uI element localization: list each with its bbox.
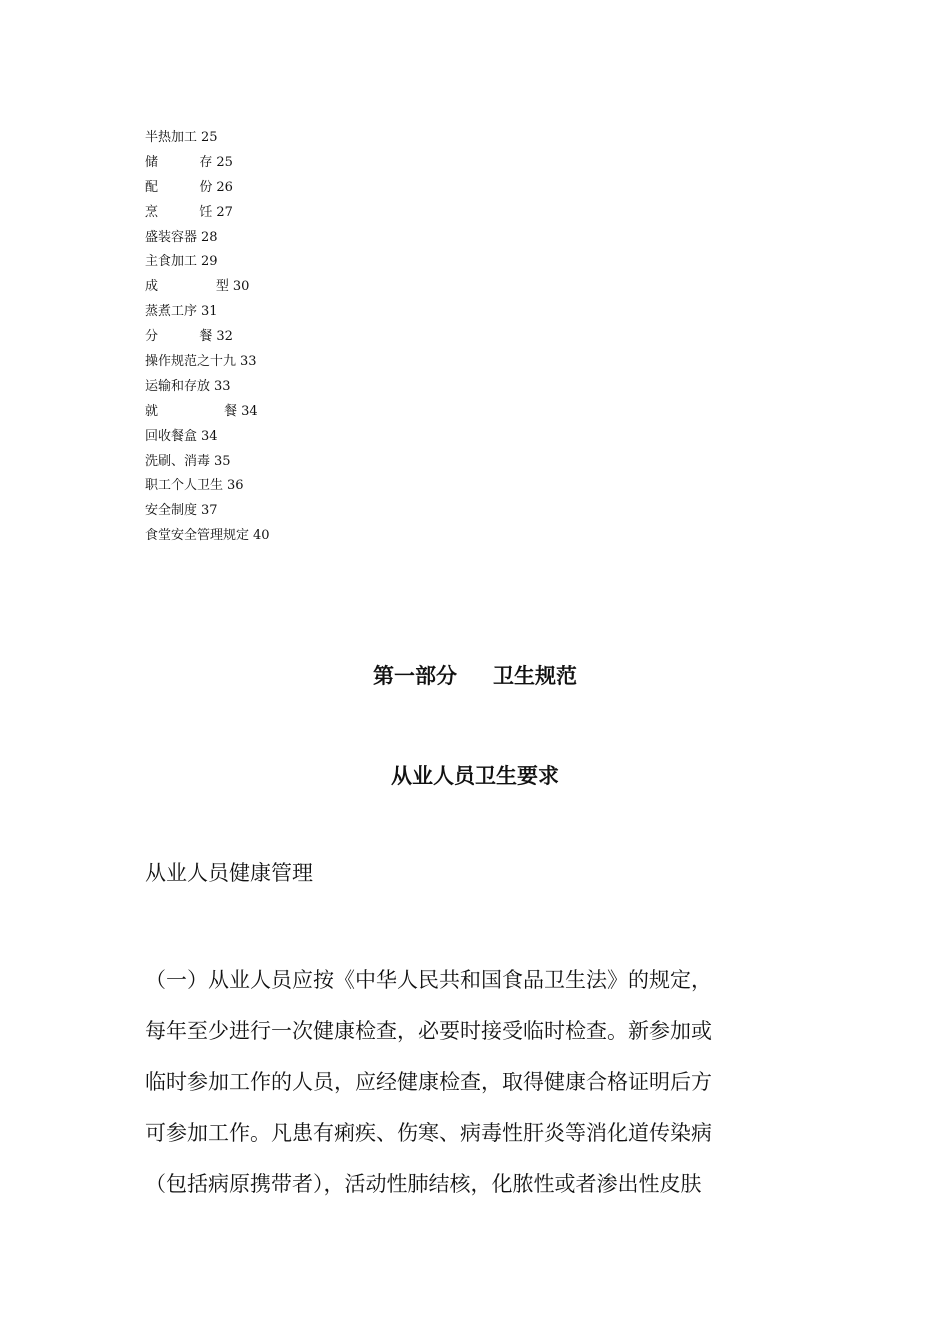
paragraph-line: 临时参加工作的人员，应经健康检查，取得健康合格证明后方 (145, 1070, 712, 1094)
toc-entry-label: 蒸煮工序 (145, 304, 198, 320)
toc-entry[interactable] (145, 474, 270, 499)
toc-entry-label: 洗刷、消毒 (145, 453, 211, 469)
toc-entry-page: 35 (214, 453, 231, 469)
section-heading: 从业人员卫生要求 (391, 764, 559, 788)
paragraph-line: （包括病原携带者），活动性肺结核，化脓性或者渗出性皮肤 (145, 1172, 702, 1196)
toc-entry-label: 盛装容器 (145, 229, 198, 245)
toc-entry-page: 33 (240, 354, 257, 370)
toc-entry-label: 成 型 (145, 279, 229, 295)
toc-entry-label: 安全制度 (145, 503, 198, 519)
toc-entry[interactable] (145, 201, 270, 226)
toc-entry[interactable] (145, 499, 270, 524)
toc-entry-page: 34 (241, 403, 258, 419)
toc-entry-label: 配 份 (145, 179, 213, 195)
paragraph-line: 每年至少进行一次健康检查，必要时接受临时检查。新参加或 (145, 1019, 712, 1043)
toc-entry-label: 运输和存放 (145, 378, 211, 394)
toc-entry-page: 28 (201, 229, 218, 245)
paragraph-line: 可参加工作。凡患有痢疾、伤寒、病毒性肝炎等消化道传染病 (145, 1121, 712, 1145)
toc-entry-page: 34 (201, 428, 218, 444)
toc-entry-page: 27 (216, 204, 233, 220)
part-heading (0, 660, 950, 690)
toc-entry-label: 职工个人卫生 (145, 478, 224, 494)
toc-entry-label: 分 餐 (145, 329, 213, 345)
toc-entry-page: 37 (201, 503, 218, 519)
toc-entry-label: 食堂安全管理规定 (145, 528, 250, 544)
toc-entry[interactable] (145, 524, 270, 549)
body-paragraph (145, 955, 805, 1210)
subsection-heading: 从业人员健康管理 (145, 861, 313, 885)
table-of-contents (145, 126, 270, 549)
toc-entry-label: 回收餐盒 (145, 428, 198, 444)
toc-entry-page: 26 (216, 179, 233, 195)
toc-entry-page: 29 (201, 254, 218, 270)
toc-entry-page: 40 (253, 528, 270, 544)
toc-entry[interactable] (145, 400, 270, 425)
toc-entry[interactable] (145, 126, 270, 151)
toc-entry[interactable] (145, 176, 270, 201)
toc-entry[interactable] (145, 350, 270, 375)
toc-entry[interactable] (145, 325, 270, 350)
toc-entry[interactable] (145, 250, 270, 275)
toc-entry-label: 就 餐 (145, 403, 238, 419)
toc-entry[interactable] (145, 300, 270, 325)
toc-entry-page: 25 (216, 154, 233, 170)
toc-entry-label: 烹 饪 (145, 204, 213, 220)
toc-entry[interactable] (145, 425, 270, 450)
toc-entry[interactable] (145, 375, 270, 400)
toc-entry[interactable] (145, 226, 270, 251)
toc-entry-page: 31 (201, 304, 218, 320)
part-name: 卫生规范 (493, 664, 577, 688)
part-number: 第一部分 (373, 664, 457, 688)
toc-entry[interactable] (145, 450, 270, 475)
toc-entry[interactable] (145, 275, 270, 300)
toc-entry[interactable] (145, 151, 270, 176)
paragraph-line: （一）从业人员应按《中华人民共和国食品卫生法》的规定， (145, 968, 712, 992)
toc-entry-page: 33 (214, 378, 231, 394)
toc-entry-page: 36 (227, 478, 244, 494)
toc-entry-label: 储 存 (145, 154, 213, 170)
toc-entry-page: 25 (201, 130, 218, 145)
toc-entry-page: 32 (216, 329, 233, 345)
toc-entry-label: 操作规范之十九 (145, 354, 237, 370)
toc-entry-page: 30 (232, 279, 250, 295)
toc-entry-label: 半热加工 (145, 130, 198, 145)
toc-entry-label: 主食加工 (145, 254, 198, 270)
